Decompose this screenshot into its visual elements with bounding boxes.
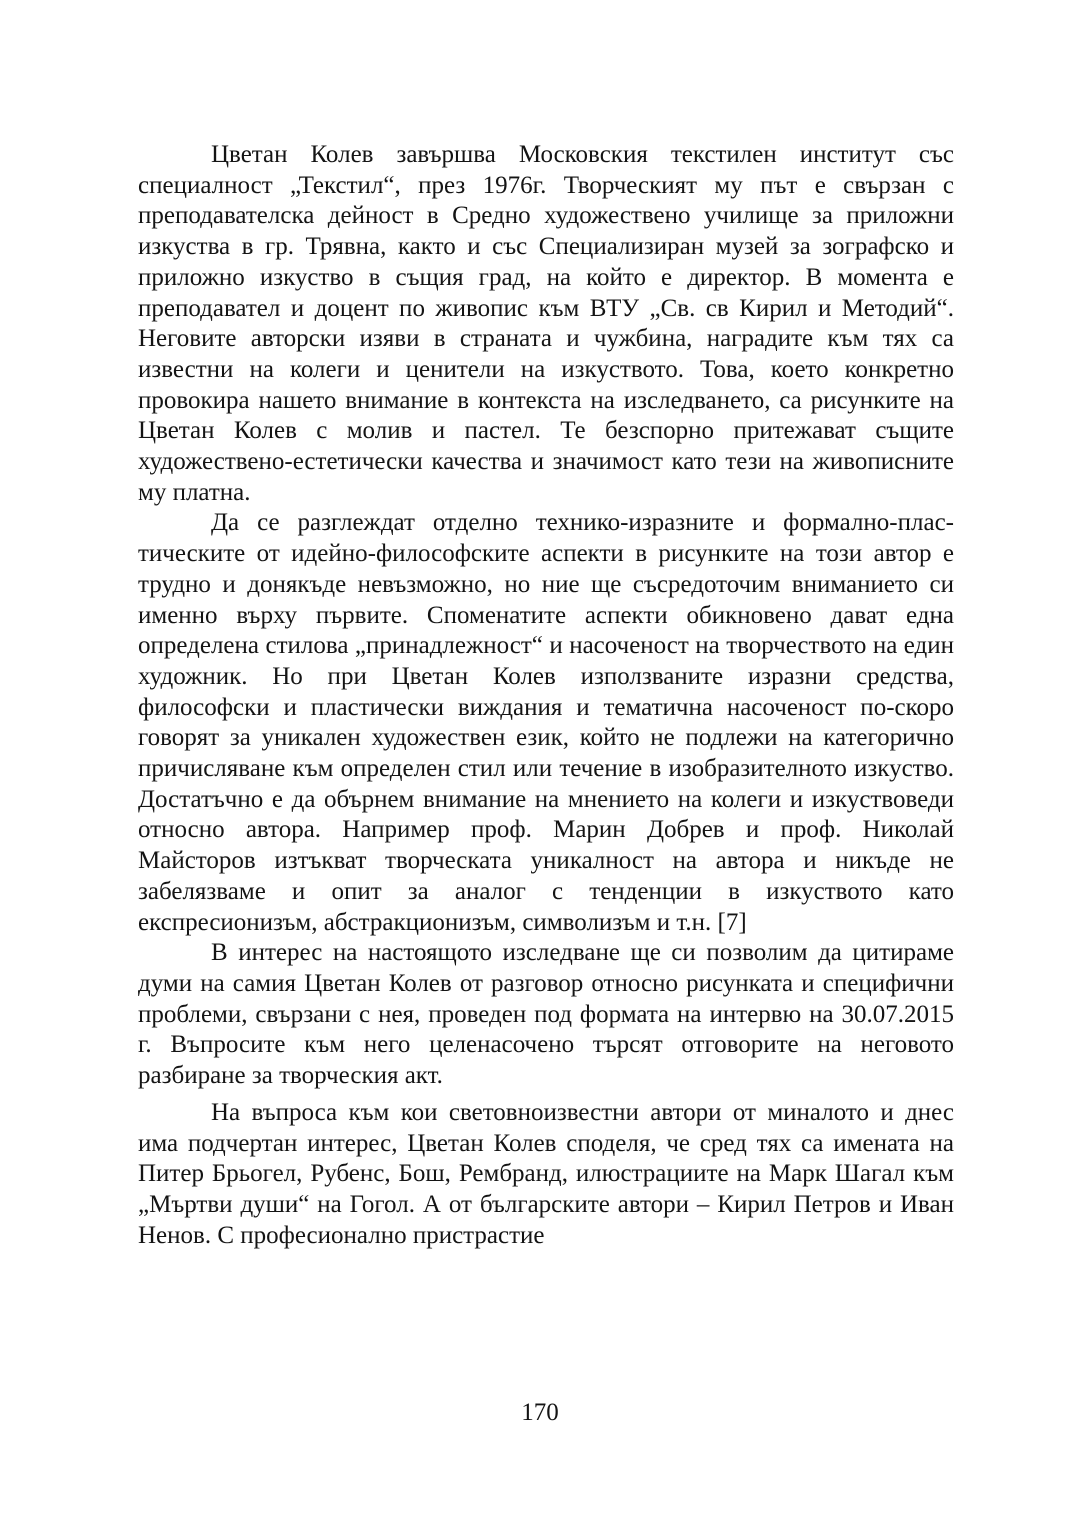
page-number: 170 — [521, 1399, 559, 1426]
paragraph-4: На въпроса към кои световноизвестни автори от миналото и днес има подчертан интерес, Цветан Колев споделя, че сред тях са имената на Питер Брьогел, Рубенс, Бош, Рембранд, илюстрациите на Марк Шагал към „Мъртви души“ на Гогол. А от българските автори – Кирил Петров и Иван Ненов. С професионално пристрастие — [138, 1098, 954, 1249]
paragraph-3: В интерес на настоящото изследване ще си позволим да цитираме думи на самия Цветан Колев от разговор относно рисунката и специфични проблеми, свързани с нея, проведен под формата на интервю на 30.07.2015 г. Въпросите към него целенасочено търсят отговорите на неговото разбиране за творческия акт. — [138, 939, 954, 1090]
page-body — [138, 140, 954, 1251]
paragraph-1: Цветан Колев завършва Московския текстилен институт със специалност „Текстил“, през 1976г. Творческият му път е свързан с преподавателска дейност в Средно художествено училище за приложни изкуства в гр. Трявна, както и със Специализиран музей за зографско и приложно изкуство в същия град, на който е директор. В момента е преподавател и доцент по живопис към ВТУ „Св. св Кирил и Методий“. Неговите авторски изяви в страната и чужбина, наградите към тях са известни на колеги и ценители на изкуството. Това, което конкретно провокира нашето внимание в контекста на изследването, са рисунките на Цветан Колев с молив и пастел. Те безспорно притежават същите художествено-естетически качества и значимост като тези на живописните му платна. — [138, 141, 954, 506]
paragraph-2: Да се разглеждат отделно технико-изразните и формално-пластическите от идейно-философските аспекти в рисунките на този автор е трудно и донякъде невъзможно, но ние ще съсредоточим вниманието си именно върху първите. Споменатите аспекти обикновено дават една определена стилова „принадлежност“ и насоченост на творчеството на един художник. Но при Цветан Колев използваните изразни средства, философски и пластически виждания и тематична насоченост по-скоро говорят за уникален художествен език, който не подлежи на категорично причисляване към определен стил или течение в изобразителното изкуство. Достатъчно е да обърнем внимание на мнението на колеги и изкуствоведи относно автора. Например проф. Марин Добрев и проф. Николай Майсторов изтъкват творческата уникалност на автора и никъде не забелязваме и опит за аналог с тенденции в изкуството като експресионизъм, абстракционизъм, символизъм и т.н. [7] — [138, 509, 954, 936]
